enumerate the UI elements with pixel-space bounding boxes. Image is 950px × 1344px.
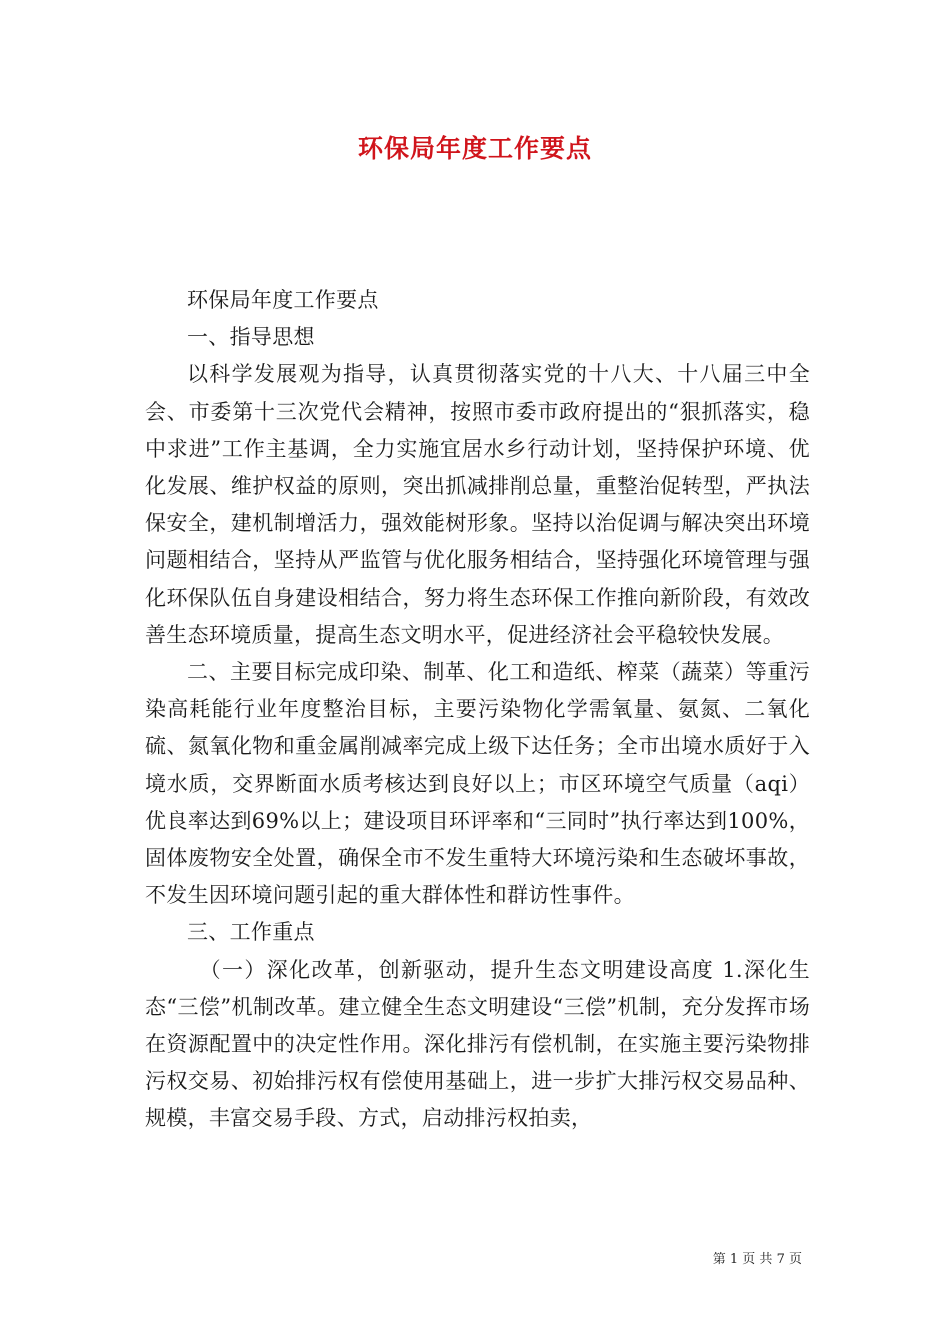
page-label-middle: 页 共	[742, 1252, 773, 1267]
page-label-suffix: 页	[788, 1252, 802, 1267]
paragraph-guiding-thought: 以科学发展观为指导，认真贯彻落实党的十八大、十八届三中全会、市委第十三次党代会精神，按照市委市政府提出的“狠抓落实，稳中求进”工作主基调，全力实施宜居水乡行动计划，坚持保护环境、优化发展、维护权益的原则，突出抓减排削总量，重整治促转型，严执法保安全，建机制增活力，强效能树形象。坚持以治促调与解决突出环境问题相结合，坚持从严监管与优化服务相结合，坚持强化环境管理与强化环保队伍自身建设相结合，努力将生态环保工作推向新阶段，有效改善生态环境质量，提高生态文明水平，促进经济社会平稳较快发展。	[145, 362, 810, 647]
paragraph-work-focus-1: （一）深化改革，创新驱动，提升生态文明建设高度 1.深化生态“三偿”机制改革。建立健全生态文明建设“三偿”机制，充分发挥市场在资源配置中的决定性作用。深化排污有偿机制，在实施主要污染物排污权交易、初始排污权有偿使用基础上，进一步扩大排污权交易品种、规模，丰富交易手段、方式，启动排污权拍卖，	[145, 957, 810, 1131]
page-number-footer	[713, 1248, 802, 1267]
section-heading-work-focus: 三、工作重点	[187, 920, 315, 945]
total-page-count: 7	[776, 1252, 785, 1267]
current-page-number: 1	[729, 1252, 739, 1267]
document-title: 环保局年度工作要点	[357, 134, 592, 163]
section-heading-guiding-thought: 一、指导思想	[187, 325, 315, 350]
document-body	[145, 282, 810, 1138]
page-label-prefix: 第	[712, 1252, 726, 1267]
body-heading: 环保局年度工作要点	[187, 288, 379, 312]
paragraph-main-goals: 二、主要目标完成印染、制革、化工和造纸、榨菜（蔬菜）等重污染高耗能行业年度整治目标，主要污染物化学需氧量、氨氮、二氧化硫、氮氧化物和重金属削减率完成上级下达任务；全市出境水质好于入境水质，交界断面水质考核达到良好以上；市区环境空气质量（aqi）优良率达到69%以上；建设项目环评率和“三同时”执行率达到100%，固体废物安全处置，确保全市不发生重特大环境污染和生态破坏事故，不发生因环境问题引起的重大群体性和群访性事件。	[145, 660, 810, 908]
